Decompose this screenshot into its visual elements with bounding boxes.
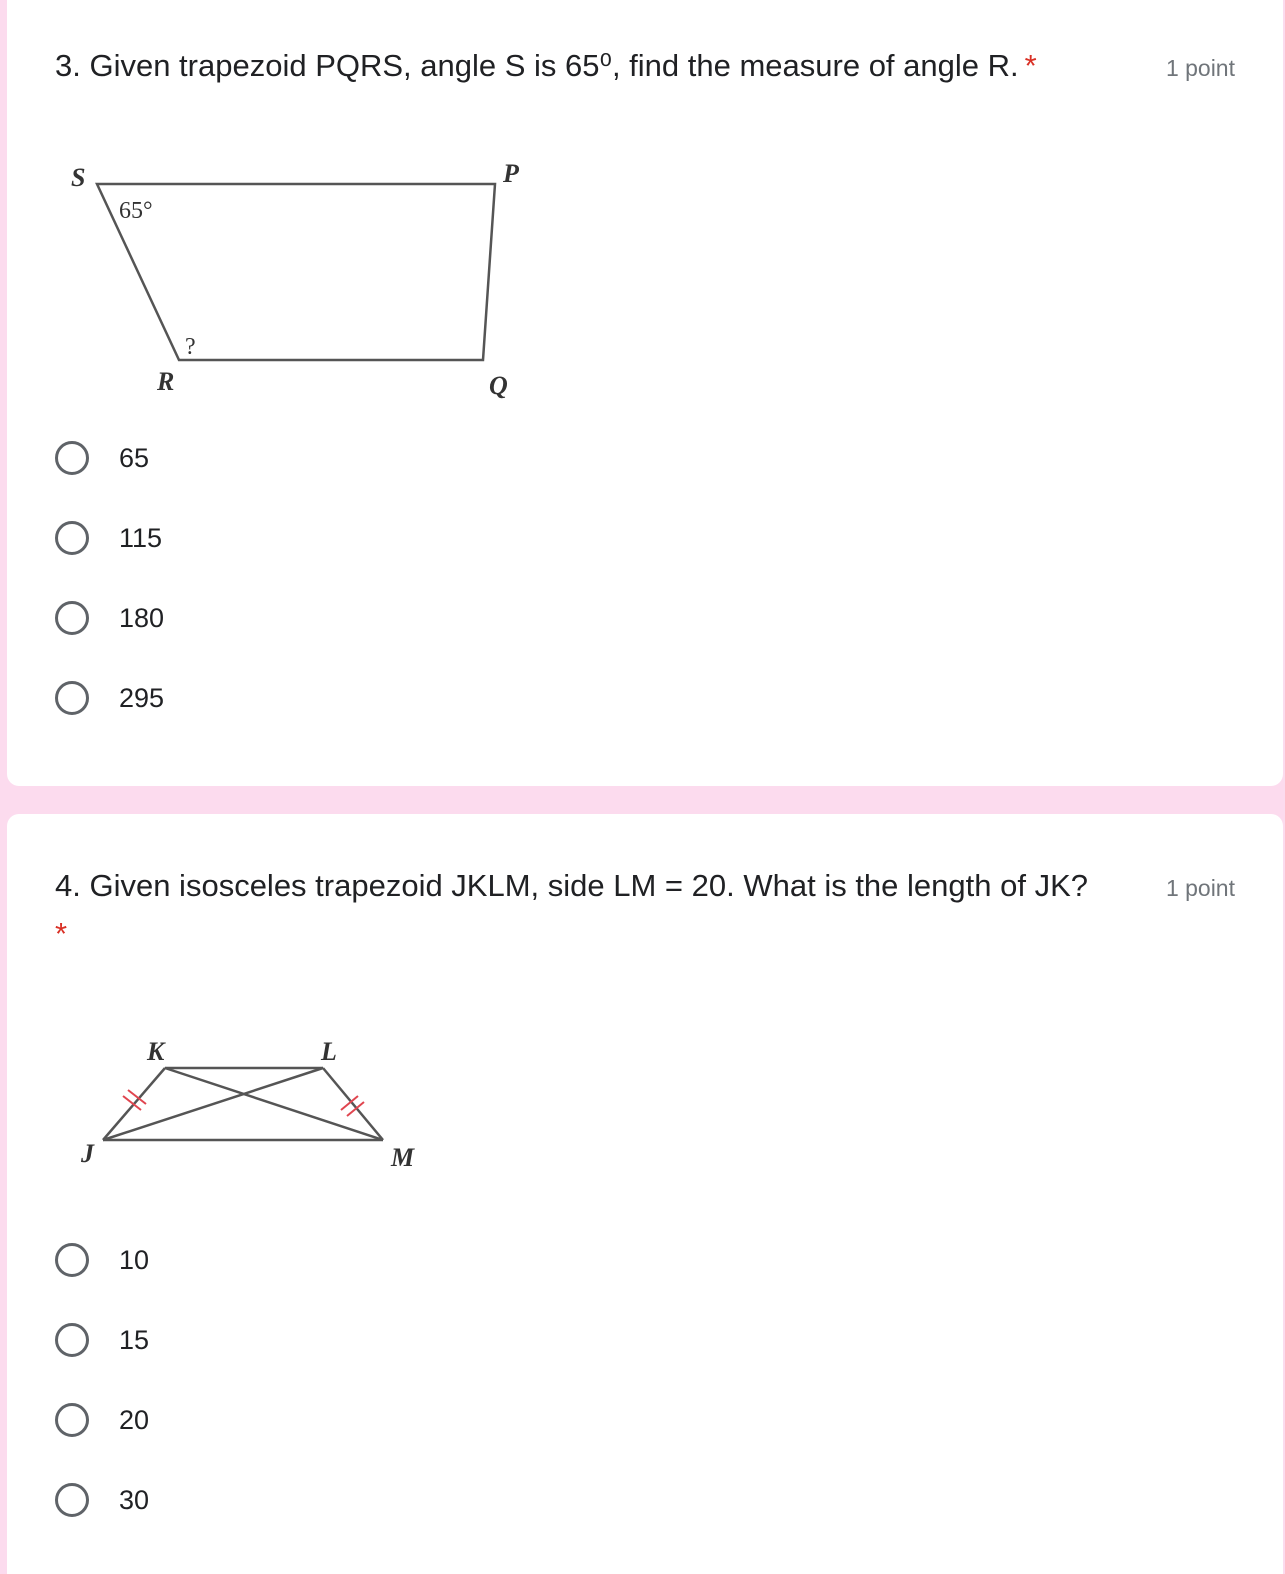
option-radio-30[interactable] [55,1478,455,1522]
points-label: 1 point [1165,875,1235,901]
vertex-label-q: Q [489,371,508,400]
trapezoid-pqrs-shape [97,184,495,360]
angle-s-label: 65° [119,198,153,224]
vertex-label-l: L [321,1037,337,1066]
option-label: 295 [119,682,165,713]
radio-circle-icon[interactable] [55,441,89,475]
radio-circle-icon[interactable] [55,1403,89,1437]
vertex-label-s: S [71,163,86,192]
radio-circle-icon[interactable] [55,681,89,715]
option-label: 15 [119,1324,150,1355]
radio-circle-icon[interactable] [55,601,89,635]
question-card-3 [7,0,1283,786]
option-label: 10 [119,1244,150,1275]
radio-circle-icon[interactable] [55,1323,89,1357]
option-label: 180 [119,602,165,633]
option-label: 30 [119,1484,150,1515]
option-radio-15[interactable] [55,1318,455,1362]
angle-r-unknown-label: ? [185,334,196,360]
vertex-label-r: R [157,367,175,396]
option-radio-65[interactable] [55,436,455,480]
required-asterisk: * [1024,48,1037,83]
trapezoid-pqrs-figure [55,150,555,410]
option-radio-10[interactable] [55,1238,455,1282]
required-asterisk: * [55,916,68,951]
option-label: 65 [119,442,150,473]
option-radio-20[interactable] [55,1398,455,1442]
radio-circle-icon[interactable] [55,1483,89,1517]
vertex-label-m: M [391,1143,415,1172]
option-label: 20 [119,1404,150,1435]
question-title-4: 4. Given isosceles trapezoid JKLM, side LM = 20. What is the length of JK? [55,868,1088,903]
option-label: 115 [119,522,163,553]
vertex-label-j: J [81,1139,94,1168]
question-title-3: 3. Given trapezoid PQRS, angle S is 65⁰, find the measure of angle R. * [55,48,1037,83]
option-radio-115[interactable] [55,516,455,560]
option-radio-180[interactable] [55,596,455,640]
radio-circle-icon[interactable] [55,1243,89,1277]
trapezoid-jklm-figure [55,1030,455,1180]
points-label: 1 point [1165,55,1235,81]
question-card-4 [7,814,1283,1574]
vertex-label-p: P [503,159,519,188]
vertex-label-k: K [147,1037,165,1066]
radio-circle-icon[interactable] [55,521,89,555]
option-radio-295[interactable] [55,676,455,720]
